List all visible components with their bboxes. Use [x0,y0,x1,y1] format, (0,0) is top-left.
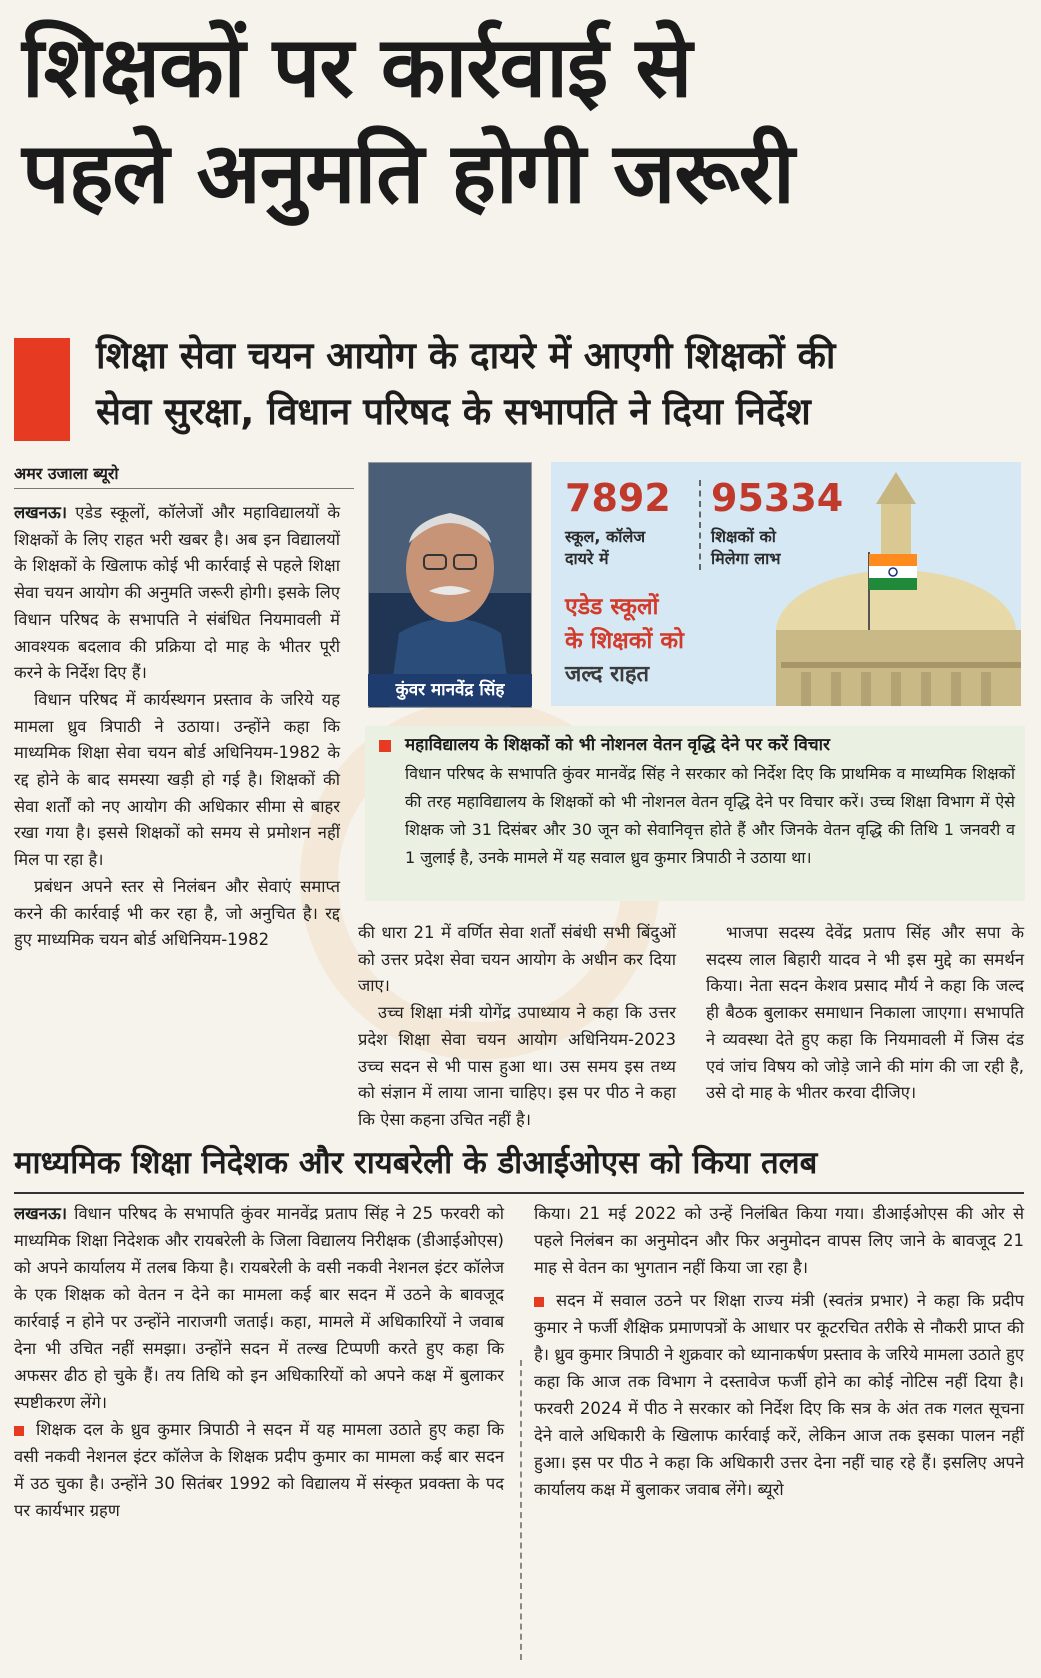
right-paragraph-1: भाजपा सदस्य देवेंद्र प्रताप सिंह और सपा के सदस्य लाल बिहारी यादव ने भी इस मुद्दे का समर्थन किया। नेता सदन केशव प्रसाद मौर्य ने कहा कि जल्द ही बैठक बुलाकर समाधान निकाला जाएगा। सभापति ने व्यवस्था देते हुए कहा कि नियमावली में जिस दंड एवं जांच विषय को जोड़े जाने की मांग की जा रही है, उसे दो माह के भीतर करवा दीजिए। [706,923,1024,1103]
section-2-left-paragraph-1-text: विधान परिषद के सभापति कुंवर मानवेंद्र प्रताप सिंह ने 25 फरवरी को माध्यमिक शिक्षा निदेशक और रायबरेली के जिला विद्यालय निरीक्षक (डीआईओएस) को अपने कार्यालय में तलब किया है। रायबरेली के वसी नकवी नेशनल इंटर कॉलेज के एक शिक्षक को वेतन न देने का मामला कई बार सदन में उठने के बावजूद कार्रवाई न होने पर उन्होंने नाराजगी जताई। कहा, मामले में अधिकारियों ने जवाब देना भी उचित नहीं समझा। उन्होंने सदन में तल्ख टिप्पणी करते हुए कहा कि अफसर ढीठ हो चुके हैं। तय तिथि को इन अधिकारियों को अपने कक्ष में बुलाकर स्पष्टीकरण लेंगे। [14,1204,505,1412]
byline: अमर उजाला ब्यूरो [14,464,119,483]
teachers-label-line-2: मिलेगा लाभ [711,549,781,568]
middle-paragraph-1: की धारा 21 में वर्णित सेवा शर्तों संबंधी सभी बिंदुओं को उत्तर प्रदेश सेवा चयन आयोग के अधीन कर दिया जाए। [358,923,676,996]
box-body: विधान परिषद के सभापति कुंवर मानवेंद्र सिंह ने सरकार को निर्देश दिए कि प्राथमिक व माध्यमिक शिक्षकों की तरह महाविद्यालय के शिक्षकों को भी नोशनल वेतन वृद्धि देने पर विचार करें। उच्च शिक्षा विभाग में ऐसे शिक्षक जो 31 दिसंबर और 30 जून को सेवानिवृत्त होते हैं और जिनके वेतन वृद्धि की तिथि 1 जनवरी व 1 जुलाई है, उनके मामले में यह सवाल ध्रुव कुमार त्रिपाठी ने उठाया था। [405,764,1015,867]
stats-divider [699,480,701,570]
teachers-label-line-1: शिक्षकों को [711,527,776,546]
stats-highlight-line-2: के शिक्षकों को [565,628,685,654]
schools-count: 7892 [565,476,671,520]
bullet-square-icon [14,1426,24,1436]
notional-increment-box [365,726,1025,901]
section-2-dateline: लखनऊ। [14,1204,68,1223]
left-paragraph-1-text: एडेड स्कूलों, कॉलेजों और महाविद्यालयों के शिक्षकों के लिए राहत भरी खबर है। अब इन विद्यालयों के शिक्षकों के खिलाफ कोई भी कार्रवाई से पहले शिक्षा सेवा चयन आयोग की अनुमति जरूरी होगी। इसके लिए विधान परिषद के सभापति ने संबंधित नियमावली में आवश्यक बदलाव की प्रक्रिया दो माह के भीतर पूरी करने के निर्देश दिए हैं। [14,503,340,683]
stats-highlight [565,590,684,658]
subheadline [96,328,1026,440]
teachers-count: 95334 [711,476,844,520]
headline [22,14,1022,226]
stats-graphic [551,462,1021,706]
photo-caption: कुंवर मानवेंद्र सिंह [368,674,532,706]
headline-line-1: शिक्षकों पर कार्रवाई से [22,18,692,116]
section-2-right-paragraph-2-text: सदन में सवाल उठने पर शिक्षा राज्य मंत्री (स्वतंत्र प्रभार) ने कहा कि प्रदीप कुमार ने फर्जी शैक्षिक प्रमाणपत्रों के आधार पर कूटरचित तरीके से नौकरी प्राप्त की है। ध्रुव कुमार त्रिपाठी ने शुक्रवार को ध्यानाकर्षण प्रस्ताव के जरिये मामला उठाते हुए कहा कि आज तक विभाग ने दस्तावेज फर्जी होने का कोई नोटिस नहीं दिया है। फरवरी 2024 में पीठ ने सरकार को निर्देश दिए कि सत्र के अंत तक गलत सूचना देने वाले अधिकारी के खिलाफ कार्रवाई करें, लेकिन आज तक इसका पालन नहीं हुआ। इस पर पीठ ने कहा कि अधिकारी उत्तर देना नहीं चाह रहे हैं। इसलिए अपने कार्यालय कक्ष में बुलाकर जवाब लेंगे। ब्यूरो [534,1291,1024,1499]
right-column [706,920,1024,1107]
left-column [14,500,340,954]
left-paragraph-3: प्रबंधन अपने स्तर से निलंबन और सेवाएं समाप्त करने की कार्रवाई भी कर रहा है, जो अनुचित है। रद्द हुए माध्यमिक चयन बोर्ड अधिनियम-1982 [14,876,340,950]
left-paragraph-1 [14,500,340,687]
schools-label [565,526,645,570]
section-2-right-paragraph-2 [534,1287,1024,1503]
column-divider [520,1360,522,1660]
subheadline-line-2: सेवा सुरक्षा, विधान परिषद के सभापति ने दिया निर्देश [96,390,811,433]
stats-relief: जल्द राहत [565,662,650,687]
section-2-left-paragraph-2-text: शिक्षक दल के ध्रुव कुमार त्रिपाठी ने सदन में यह मामला उठाते हुए कहा कि वसी नकवी नेशनल इंटर कॉलेज के शिक्षक प्रदीप कुमार का मामला कई बार सदन में उठ चुका है। उन्होंने 30 सितंबर 1992 को विद्यालय में संस्कृत प्रवक्ता के पद पर कार्यभार ग्रहण [14,1420,504,1520]
subheadline-accent-bar [14,338,70,441]
portrait-illustration [369,463,531,707]
section-2-left-paragraph-1 [14,1200,504,1416]
left-paragraph-2: विधान परिषद में कार्यस्थगन प्रस्ताव के जरिये यह मामला ध्रुव त्रिपाठी ने उठाया। उन्होंने कहा कि माध्यमिक शिक्षा सेवा चयन बोर्ड अधिनियम-1982 के रद्द होने के बाद समस्या खड़ी हो गई है। शिक्षकों की सेवा शर्तों को नए आयोग की अधिकार सीमा से बाहर रखा गया है। इससे शिक्षकों को समय से प्रमोशन नहीं मिल पा रहा है। [14,689,340,870]
subheadline-line-1: शिक्षा सेवा चयन आयोग के दायरे में आएगी शिक्षकों की [96,334,836,377]
schools-label-line-1: स्कूल, कॉलेज [565,527,646,546]
section-2-right-paragraph-1: किया। 21 मई 2022 को उन्हें निलंबित किया गया। डीआईओएस की ओर से पहले निलंबन का अनुमोदन और फिर अनुमोदन वापस लिए जाने के बावजूद 21 माह से वेतन का भुगतान नहीं किया जा रहा है। [534,1204,1024,1277]
bullet-square-icon [379,740,391,752]
section-2-right-column [534,1200,1024,1503]
middle-paragraph-2: उच्च शिक्षा मंत्री योगेंद्र उपाध्याय ने कहा कि उत्तर प्रदेश शिक्षा सेवा चयन आयोग अधिनियम-2023 उच्च सदन से भी पास हुआ था। उस समय इस तथ्य को संज्ञान में लाया जाना चाहिए। इस पर पीठ ने कहा कि ऐसा कहना उचित नहीं है। [358,1003,676,1129]
section-2-left-column [14,1200,504,1524]
section-2-rule [14,1192,1024,1194]
section-2-headline: माध्यमिक शिक्षा निदेशक और रायबरेली के डीआईओएस को किया तलब [14,1145,818,1181]
teachers-label [711,526,781,570]
portrait-photo [368,462,532,708]
schools-label-line-2: दायरे में [565,549,609,568]
box-title: महाविद्यालय के शिक्षकों को भी नोशनल वेतन वृद्धि देने पर करें विचार [405,735,830,755]
dateline: लखनऊ। [14,503,68,522]
stats-highlight-line-1: एडेड स्कूलों [565,594,659,620]
headline-line-2: पहले अनुमति होगी जरूरी [22,124,794,222]
byline-rule [14,488,354,489]
bullet-square-icon [534,1297,544,1307]
section-2-left-paragraph-2 [14,1416,504,1524]
middle-column [358,920,676,1134]
